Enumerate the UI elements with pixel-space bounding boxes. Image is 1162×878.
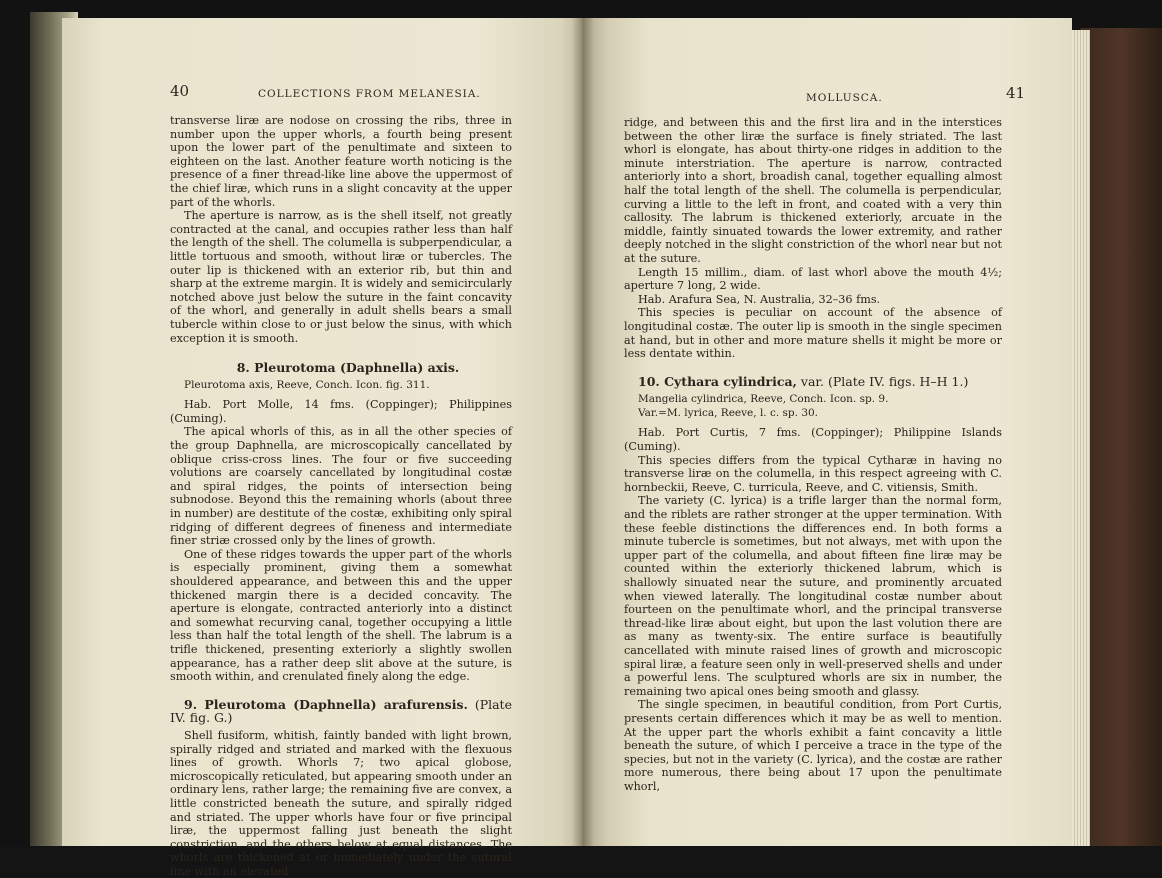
section-10-variety: var. [800, 373, 824, 389]
section-10-synonym-1: Mangelia cylindrica, Reeve, Conch. Icon. sp. 9. [638, 393, 889, 406]
section-10-para-1: This species differs from the typical Cytharæ in having no transverse liræ on the columella, in this respect agreeing with C. hornbeckii, Reeve, C. turricula, Reeve, and C. vitiensis, Smith. [624, 453, 1002, 494]
left-para-1: transverse liræ are nodose on crossing the ribs, three in number upon the upper whorls, a fourth being present upon the lower part of the penultimate and sixteen to eighteen on the last. Another feature worth noticing is the presence of a finer thread-like line above the uppermost of the chief liræ, which runs in a slight concavity at the upper part of the whorls. [170, 114, 512, 209]
left-page-body [170, 114, 512, 878]
right-page-number: 41 [1006, 84, 1026, 102]
section-10-para-3: The single specimen, in beautiful condition, from Port Curtis, presents certain differences which it may be as well to mention. At the upper part the whorls exhibit a faint concavity a little beneath the suture, of which I perceive a trace in the type of the species, but not in the variety (C. lyrica), and the costæ are rather more numerous, there being about 17 upon the penultimate whorl, [624, 698, 1002, 793]
section-10-habitat: Hab. Port Curtis, 7 fms. (Coppinger); Philippine Islands (Cuming). [624, 426, 1002, 454]
section-8-synonym: Pleurotoma axis, Reeve, Conch. Icon. fig. 311. [184, 378, 430, 391]
section-9-para-1: Shell fusiform, whitish, faintly banded with light brown, spirally ridged and striated and marked with the flexuous lines of growth. Whorls 7; two apical globose, microscopically reticulated, but appearing smooth under an ordinary lens, rather large; the remaining five are convex, a little constricted beneath the suture, and spirally ridged and striated. The upper whorls have four or five principal liræ, the uppermost falling just beneath the slight constriction, and the others below at equal distances. The whorls are thickened at or immediately under the sutural line with an elevated [170, 728, 512, 878]
left-page-number: 40 [170, 82, 190, 100]
right-cover-edge [1080, 28, 1162, 846]
section-8-habitat: Hab. Port Molle, 14 fms. (Coppinger); Philippines (Cuming). [170, 398, 512, 425]
right-para-1: ridge, and between this and the first lira and in the interstices between the other liræ the surface is finely striated. The last whorl is elongate, has about thirty-one ridges in addition to the minute interstriation. The aperture is narrow, contracted anteriorly into a short, broadish canal, together equalling almost half the total length of the shell. The columella is perpendicular, curving a little to the left in front, and coated with a very thin callosity. The labrum is thickened exteriorly, arcuate in the middle, faintly sinuated towards the lower extremity, and rather deeply notched in the slight constriction of the whorl near but not at the suture. [624, 116, 1002, 265]
right-page-body [624, 116, 1002, 794]
left-running-head: COLLECTIONS FROM MELANESIA. [258, 88, 481, 100]
section-10-synonym-2: Var.=M. lyrica, Reeve, l. c. sp. 30. [638, 406, 819, 419]
section-8-para-2: One of these ridges towards the upper part of the whorls is especially prominent, giving them a somewhat shouldered appearance, and between this and the upper thickened margin there is a decided concavity. The aperture is elongate, contracted anteriorly into a distinct and somewhat recurving canal, together occupying a little less than half the total length of the shell. The labrum is a trifle thickened, presenting exteriorly a slightly swollen appearance, has a rather deep slit above at the suture, is smooth within, and crenulated finely along the edge. [170, 547, 512, 684]
book-gutter [572, 18, 594, 846]
right-running-head: MOLLUSCA. [806, 92, 883, 104]
dimensions: Length 15 millim., diam. of last whorl above the mouth 4½; aperture 7 long, 2 wide. [624, 265, 1002, 293]
section-9-plate: (Plate IV. fig. G.) [170, 696, 512, 726]
left-para-2: The aperture is narrow, as is the shell itself, not greatly contracted at the canal, and occupies rather less than half the length of the shell. The columella is subperpendicular, a little tortuous and smooth, without liræ or tubercles. The outer lip is thickened with an exterior rib, but thin and sharp at the extreme margin. It is widely and semicircularly notched above just below the suture in the faint concavity of the whorl, and generally in adult shells bears a small tubercle within close to or just below the sinus, with which exception it is smooth. [170, 209, 512, 345]
section-8-title: 8. Pleurotoma (Daphnella) axis. [236, 360, 460, 376]
left-page [62, 18, 582, 878]
section-10-plate: (Plate IV. figs. H–H 1.) [827, 373, 969, 389]
habitat: Hab. Arafura Sea, N. Australia, 32–36 fms. [638, 292, 881, 306]
section-10-title: 10. Cythara cylindrica, [638, 373, 797, 389]
section-8-para-1: The apical whorls of this, as in all the other species of the group Daphnella, are microscopically cancellated by oblique criss-cross lines. The four or five succeeding volutions are coarsely cancellated by longitudinal costæ and spiral ridges, the points of intersection being subnodose. Beyond this the remaining whorls (about three in number) are destitute of the costæ, exhibiting only spiral ridging of different degrees of fineness and intermediate finer striæ crossed only by the lines of growth. [170, 425, 512, 548]
section-10-heading [624, 375, 1002, 389]
section-9-title: 9. Pleurotoma (Daphnella) arafurensis. [184, 696, 468, 712]
right-para-2: This species is peculiar on account of the absence of longitudinal costæ. The outer lip is smooth in the single specimen at hand, but in other and more mature shells it might be more or less dentate within. [624, 306, 1002, 361]
right-page [582, 18, 1072, 846]
section-9-heading [170, 698, 512, 725]
section-10-para-2: The variety (C. lyrica) is a trifle larger than the normal form, and the riblets are rather stronger at the upper termination. With these feeble distinctions the differences end. In both forms a minute tubercle is sometimes, but not always, met with upon the upper part of the columella, and about fifteen fine liræ may be counted within the exteriorly thickened labrum, which is shallowly sinuated near the suture, and prominently arcuated when viewed laterally. The longitudinal costæ number about fourteen on the penultimate whorl, and the principal transverse thread-like liræ about eight, but upon the last volution there are as many as twenty-six. The entire surface is beautifully cancellated with minute raised lines of growth and microscopic spiral liræ, a feature seen only in well-preserved shells and under a powerful lens. The sculptured whorls are six in number, the remaining two apical ones being smooth and glassy. [624, 494, 1002, 698]
